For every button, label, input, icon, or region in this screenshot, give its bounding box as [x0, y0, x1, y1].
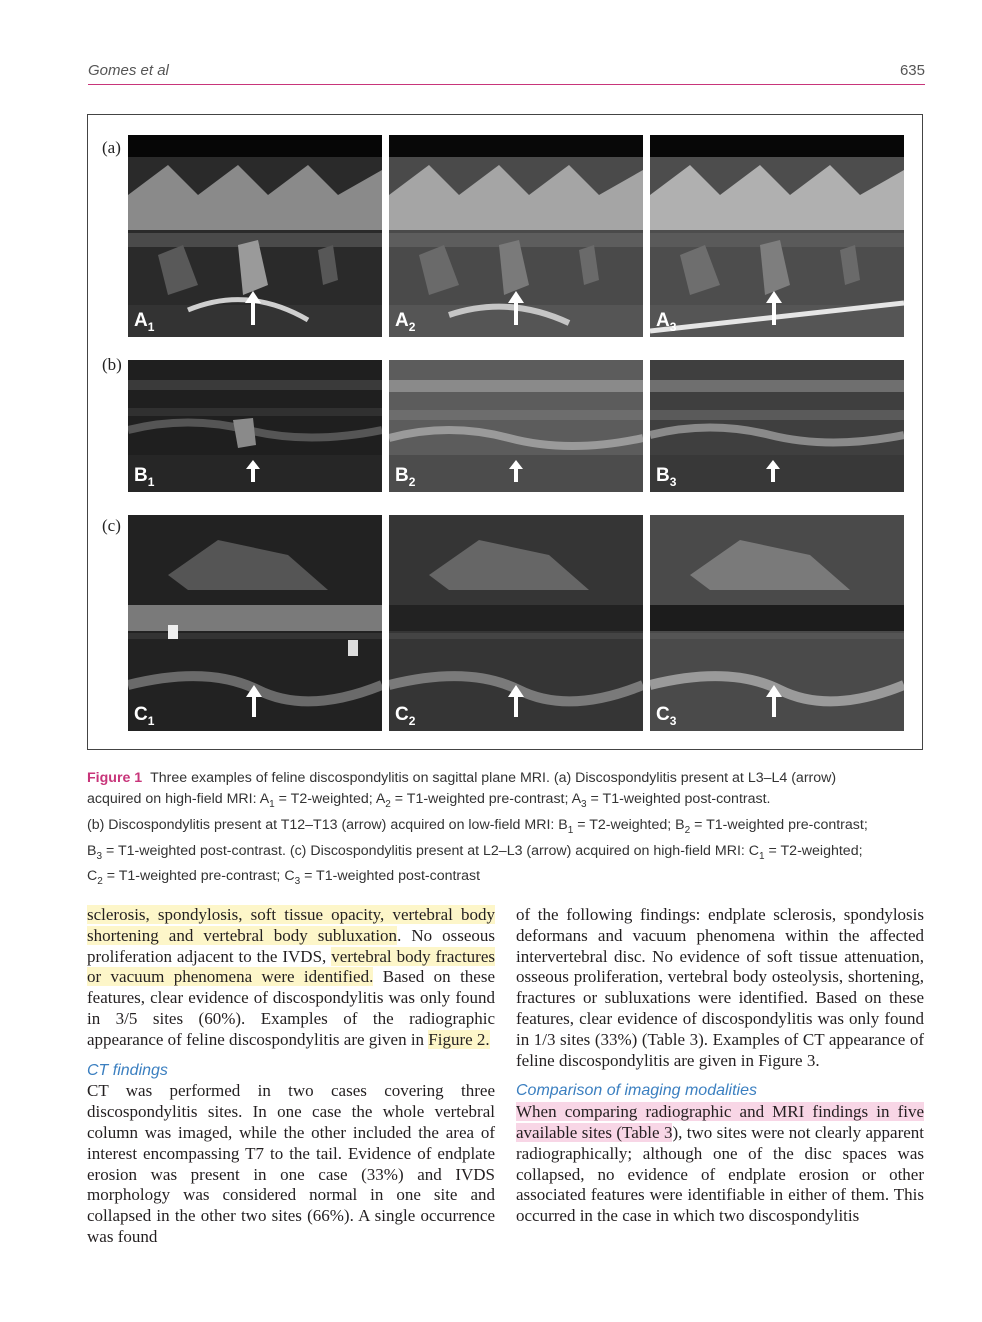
page-number: 635: [899, 62, 925, 79]
arrow-icon: [766, 460, 780, 482]
arrow-icon: [509, 460, 523, 482]
section-heading-ct: CT findings: [87, 1061, 168, 1079]
row-label-c: (c): [102, 516, 121, 535]
right-column: [516, 905, 924, 1227]
body-paragraph: CT was performed in two cases covering three discospondylitis sites. In one case the whole vertebral column was imaged, while the other included the area of interest encompassing T7 to the tail. Evidence of endplate erosion was present in one case (33%) and IVDS morphology was considered normal in one site and collapsed in the other two sites (66%). A single occurrence was found: [87, 1081, 495, 1246]
arrow-icon: [766, 685, 782, 717]
running-header: [88, 62, 925, 85]
panel-label: $C_1$: [134, 704, 155, 728]
arrow-icon: [766, 291, 782, 325]
body-paragraph: of the following findings: endplate sclerosis, spondylosis deformans and vacuum phenomena within the affected intervertebral disc. No evidence of soft tissue attenuation, osseous proliferation, vertebral body osteolysis, shortening, fractures or subluxations were identified. Based on these features, clear evidence of discospondylitis was only found in 1/3 sites (33%) (Table 3). Examples of CT appearance of feline discospondylitis are given in Figure 3.: [516, 905, 924, 1070]
mri-panel-a2: [389, 135, 643, 337]
mri-panel-a1: [128, 135, 382, 337]
panel-label: $B_1$: [134, 465, 155, 489]
section-heading-comparison: Comparison of imaging modalities: [516, 1082, 757, 1100]
mri-panel-b2: [389, 360, 643, 492]
figure-label: Figure 1: [87, 770, 143, 786]
highlight: sclerosis, spondylosis, soft tissue opacity, vertebral body shortening and vertebral body subluxation: [87, 905, 495, 945]
panel-label: $B_2$: [395, 465, 416, 489]
panel-label: $A_3$: [656, 310, 677, 334]
caption-line: Three examples of feline discospondylitis on sagittal plane MRI. (a) Discospondylitis present at L3–L4 (arrow): [150, 770, 837, 786]
mri-panel-a3: [650, 135, 904, 337]
highlight: When comparing radiographic and MRI findings in five available sites (Table 3: [516, 1102, 924, 1142]
panel-label: $A_2$: [395, 310, 416, 334]
panel-label: $A_1$: [134, 310, 155, 334]
body-paragraph: sclerosis, spondylosis, soft tissue opacity, vertebral body shortening and vertebral body subluxation. No osseous proliferation adjacent to the IVDS, vertebral body fractures or vacuum phenomena were identified. Based on these features, clear evidence of discospondylitis was only found in 3/5 sites (60%). Examples of the radiographic appearance of feline discospondylitis are given in Figure 2.: [87, 905, 495, 1049]
caption-line: acquired on high-field MRI: $A_1$ = T2-weighted; $A_2$ = T1-weighted pre-contrast; $A_3$ = T1-weighted post-contrast.: [87, 791, 771, 810]
mri-panel-c2: [389, 515, 643, 731]
panel-label: $C_3$: [656, 704, 677, 728]
mri-panel-b1: [128, 360, 382, 492]
arrow-icon: [508, 685, 524, 717]
panel-label: $C_2$: [395, 704, 416, 728]
arrow-icon: [246, 685, 262, 717]
caption-line: $C_2$ = T1-weighted pre-contrast; $C_3$ = T1-weighted post-contrast: [87, 868, 481, 888]
mri-panel-c3: [650, 515, 904, 731]
left-column: [87, 905, 495, 1248]
caption-line: (b) Discospondylitis present at T12–T13 (arrow) acquired on low-field MRI: $B_1$ = T2-weighted; $B_2$ = T1-weighted pre-contrast;: [87, 816, 868, 836]
highlight: vertebral body fractures or vacuum phenomena were identified.: [87, 946, 495, 987]
mri-panel-c1: [128, 515, 382, 731]
figure-link[interactable]: Figure 2.: [428, 1029, 490, 1049]
running-author: Gomes et al: [88, 62, 169, 79]
row-label-a: (a): [102, 138, 121, 157]
arrow-icon: [508, 291, 524, 325]
row-label-b: (b): [102, 355, 122, 374]
panel-label: $B_3$: [656, 465, 677, 489]
body-paragraph: When comparing radiographic and MRI findings in five available sites (Table 3), two sites were not clearly apparent radiographically; although one of the disc spaces was collapsed, no evidence of endplate erosion or other associated features were identifiable in either of them. This occurred in the case in which two discospondylitis: [516, 1102, 924, 1226]
figure-caption: [87, 768, 917, 892]
arrow-icon: [245, 291, 261, 325]
caption-line: $B_3$ = T1-weighted post-contrast. (c) Discospondylitis present at L2–L3 (arrow) acquired on high-field MRI: $C_1$ = T2-weighted;: [87, 842, 863, 862]
mri-panel-b3: [650, 360, 904, 492]
arrow-icon: [246, 460, 260, 482]
